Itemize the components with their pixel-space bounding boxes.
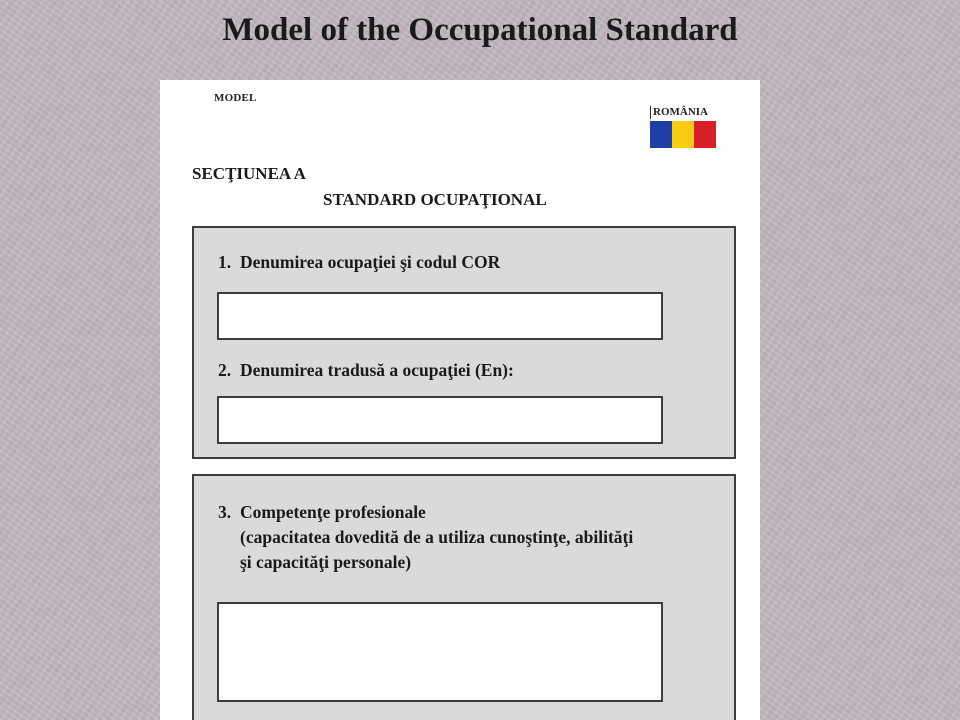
flag-stripe-blue xyxy=(650,121,672,148)
field-3-label xyxy=(218,500,426,525)
field-1-label-text: Denumirea ocupaţiei şi codul COR xyxy=(240,252,501,272)
field-1-number: 1. xyxy=(218,252,232,272)
field-3-subtext-line-2: şi capacităţi personale) xyxy=(240,552,412,572)
field-1-label xyxy=(218,250,500,275)
professional-competences-input[interactable] xyxy=(217,602,663,702)
field-3-label-text: Competenţe profesionale xyxy=(240,502,426,522)
section-box-competences xyxy=(192,474,736,720)
field-3-number: 3. xyxy=(218,502,232,522)
field-2-label xyxy=(218,358,514,383)
occupation-translated-name-input[interactable] xyxy=(217,396,663,444)
romania-flag-icon xyxy=(650,121,716,148)
model-label: MODEL xyxy=(214,92,257,104)
country-name: ROMÂNIA xyxy=(650,106,718,119)
form-page xyxy=(160,80,760,720)
occupation-name-cor-input[interactable] xyxy=(217,292,663,340)
slide-title: Model of the Occupational Standard xyxy=(222,12,738,48)
country-emblem xyxy=(650,106,718,148)
flag-stripe-yellow xyxy=(672,121,694,148)
field-2-label-text: Denumirea tradusă a ocupaţiei (En): xyxy=(240,360,514,380)
field-3-subtext-line-1: (capacitatea dovedită de a utiliza cunoştinţe, abilităţi xyxy=(240,527,634,547)
section-box-identification xyxy=(192,226,736,459)
section-heading: SECŢIUNEA A xyxy=(192,164,306,183)
standard-title: STANDARD OCUPAŢIONAL xyxy=(323,190,547,209)
flag-stripe-red xyxy=(694,121,716,148)
field-2-number: 2. xyxy=(218,360,232,380)
